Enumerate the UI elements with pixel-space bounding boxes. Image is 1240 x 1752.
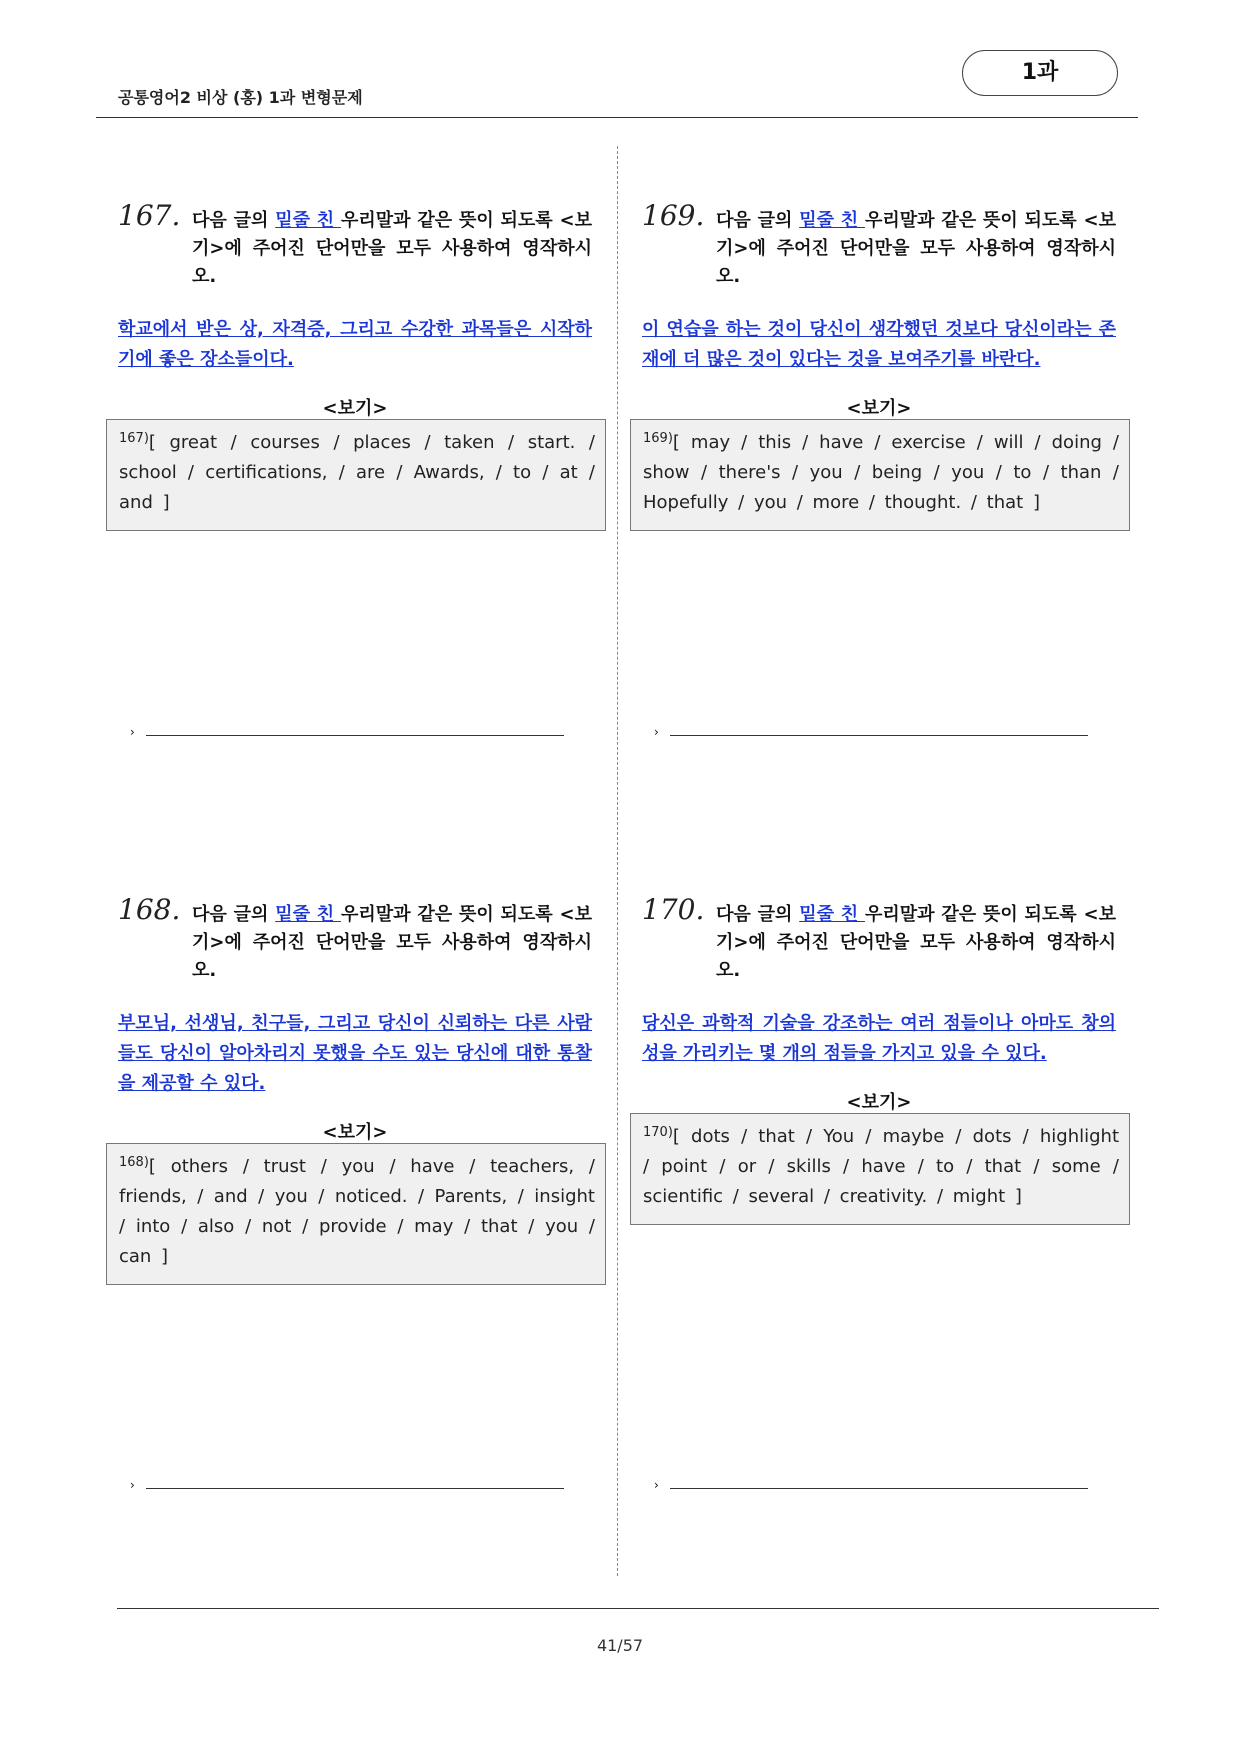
document-header-title: 공통영어2 비상 (홍) 1과 변형문제 xyxy=(118,88,363,107)
korean-sentence: 부모님, 선생님, 친구들, 그리고 당신이 신뢰하는 다른 사람들도 당신이 알아차리지 못했을 수도 있는 당신에 대한 통찰을 제공할 수 있다. xyxy=(118,1013,592,1094)
question-number: 169. xyxy=(642,199,705,232)
instruction-underline-word: 밑줄 친 xyxy=(799,904,865,925)
question-head xyxy=(642,199,1116,291)
question-number: 170. xyxy=(642,893,705,926)
answer-marker: › xyxy=(130,725,135,739)
question-instruction xyxy=(192,901,592,985)
word-bank-words: [ may / this / have / exercise / will / doing / show / there's / you / being / you / to / than / Hopefully / you / more / thought. / that ] xyxy=(643,432,1119,513)
word-bank-words: [ others / trust / you / have / teachers, / friends, / and / you / noticed. / Parents, / insight / into / also / not / provide / may / that / you / can ] xyxy=(119,1156,595,1267)
page-number: 41/57 xyxy=(596,1636,644,1655)
korean-sentence: 이 연습을 하는 것이 당신이 생각했던 것보다 당신이라는 존재에 더 많은 것이 있다는 것을 보여주기를 바란다. xyxy=(642,319,1116,370)
footer-rule xyxy=(117,1608,1159,1609)
question-170 xyxy=(642,893,1119,1225)
word-bank-number: 168) xyxy=(119,1155,149,1170)
answer-marker: › xyxy=(130,1478,135,1492)
instruction-underline-word: 밑줄 친 xyxy=(275,210,341,231)
answer-rule xyxy=(146,1488,564,1489)
header-rule xyxy=(96,117,1138,118)
instruction-text: 우리말과 같은 뜻이 되도록 <보기>에 주어진 단어만을 모두 사용하여 영작하시오. xyxy=(716,904,1116,981)
question-instruction xyxy=(716,207,1116,291)
question-number: 167. xyxy=(118,199,181,232)
answer-rule xyxy=(670,1488,1088,1489)
word-bank-number: 169) xyxy=(643,431,673,446)
instruction-text: 다음 글의 xyxy=(192,210,276,231)
instruction-text: 다음 글의 xyxy=(716,210,800,231)
word-bank-box xyxy=(630,419,1130,531)
question-169 xyxy=(642,199,1119,531)
question-instruction xyxy=(192,207,592,291)
lesson-badge: 1과 xyxy=(962,50,1118,96)
word-bank-words: [ dots / that / You / maybe / dots / highlight / point / or / skills / have / to / that / some / scientific / several / creativity. / might ] xyxy=(643,1126,1119,1207)
answer-rule xyxy=(670,735,1088,736)
korean-sentence: 학교에서 받은 상, 자격증, 그리고 수강한 과목들은 시작하기에 좋은 장소들이다. xyxy=(118,319,592,370)
word-bank-words: [ great / courses / places / taken / start. / school / certifications, / are / Awards, / to / at / and ] xyxy=(119,432,595,513)
word-bank-number: 167) xyxy=(119,431,149,446)
question-head xyxy=(118,199,592,291)
question-number: 168. xyxy=(118,893,181,926)
instruction-text: 우리말과 같은 뜻이 되도록 <보기>에 주어진 단어만을 모두 사용하여 영작하시오. xyxy=(716,210,1116,287)
instruction-underline-word: 밑줄 친 xyxy=(275,904,341,925)
answer-marker: › xyxy=(654,725,659,739)
answer-rule xyxy=(146,735,564,736)
instruction-text: 우리말과 같은 뜻이 되도록 <보기>에 주어진 단어만을 모두 사용하여 영작하시오. xyxy=(192,904,592,981)
bogi-label: <보기> xyxy=(322,1122,388,1143)
question-168 xyxy=(118,893,595,1285)
word-bank-box xyxy=(630,1113,1130,1225)
instruction-text: 다음 글의 xyxy=(192,904,276,925)
word-bank-box xyxy=(106,419,606,531)
question-instruction xyxy=(716,901,1116,985)
bogi-label: <보기> xyxy=(322,398,388,419)
bogi-label: <보기> xyxy=(846,1092,912,1113)
answer-marker: › xyxy=(654,1478,659,1492)
instruction-underline-word: 밑줄 친 xyxy=(799,210,865,231)
word-bank-number: 170) xyxy=(643,1125,673,1140)
word-bank-box xyxy=(106,1143,606,1285)
question-head xyxy=(118,893,592,985)
question-head xyxy=(642,893,1116,985)
column-divider xyxy=(617,146,618,1576)
instruction-text: 다음 글의 xyxy=(716,904,800,925)
instruction-text: 우리말과 같은 뜻이 되도록 <보기>에 주어진 단어만을 모두 사용하여 영작하시오. xyxy=(192,210,592,287)
bogi-label: <보기> xyxy=(846,398,912,419)
korean-sentence: 당신은 과학적 기술을 강조하는 여러 점들이나 아마도 창의성을 가리키는 몇 개의 점들을 가지고 있을 수 있다. xyxy=(642,1013,1116,1064)
question-167 xyxy=(118,199,595,531)
